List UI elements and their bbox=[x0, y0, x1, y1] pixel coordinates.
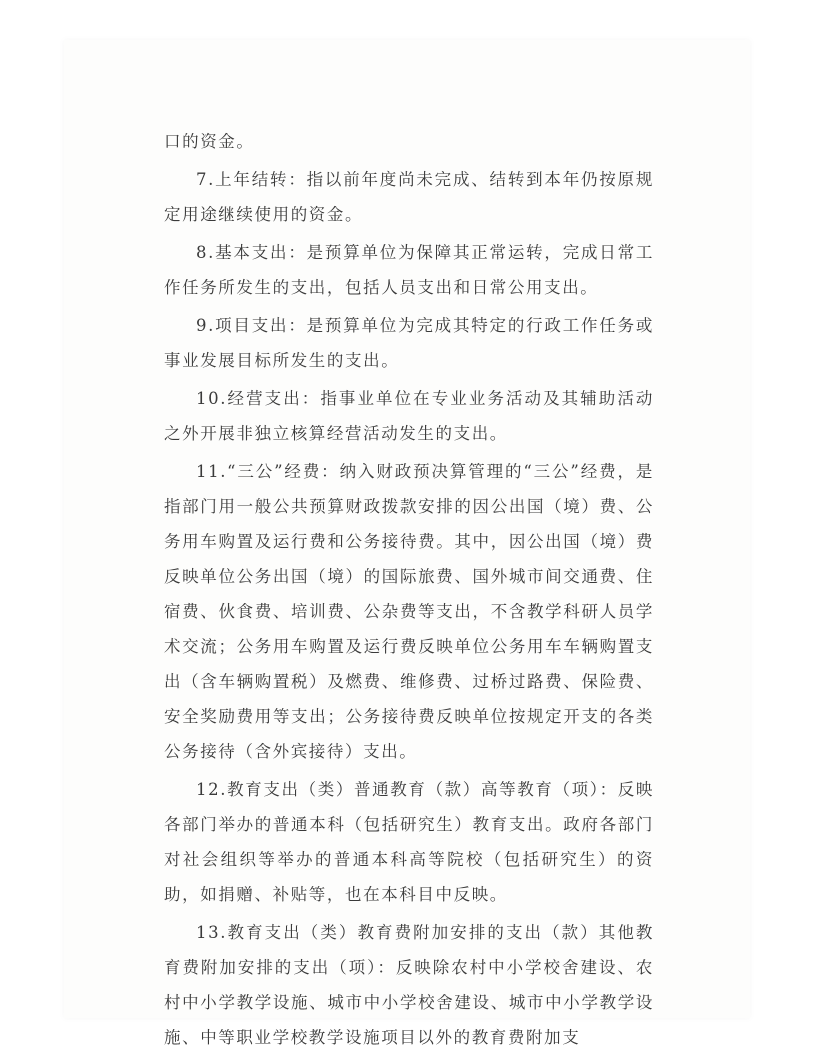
paragraph-continuation: 口的资金。 bbox=[164, 132, 255, 151]
paragraph-item-7: 7.上年结转：指以前年度尚未完成、结转到本年仍按原规定用途继续使用的资金。 bbox=[164, 170, 654, 224]
paragraph-item-10: 10.经营支出：指事业单位在专业业务活动及其辅助活动之外开展非独立核算经营活动发生的支出。 bbox=[164, 389, 654, 443]
document-page bbox=[64, 40, 750, 1047]
paragraph-item-9: 9.项目支出：是预算单位为完成其特定的行政工作任务或事业发展目标所发生的支出。 bbox=[164, 316, 654, 370]
paragraph-item-13: 13.教育支出（类）教育费附加安排的支出（款）其他教育费附加安排的支出（项）：反映除农村中小学校舍建设、农村中小学教学设施、城市中小学校舍建设、城市中小学教学设施、中等职业学校教学设施项目以外的教育费附加支 bbox=[164, 923, 654, 1047]
paragraph-item-8: 8.基本支出：是预算单位为保障其正常运转，完成日常工作任务所发生的支出，包括人员支出和日常公用支出。 bbox=[164, 243, 654, 297]
paragraph-item-11: 11.“三公”经费：纳入财政预决算管理的“三公”经费，是指部门用一般公共预算财政拨款安排的因公出国（境）费、公务用车购置及运行费和公务接待费。其中，因公出国（境）费反映单位公务出国（境）的国际旅费、国外城市间交通费、住宿费、伙食费、培训费、公杂费等支出，不含教学科研人员学术交流；公务用车购置及运行费反映单位公务用车车辆购置支出（含车辆购置税）及燃费、维修费、过桥过路费、保险费、安全奖励费用等支出；公务接待费反映单位按规定开支的各类公务接待（含外宾接待）支出。 bbox=[164, 462, 654, 761]
document-body bbox=[164, 124, 654, 1058]
paragraph-item-12: 12.教育支出（类）普通教育（款）高等教育（项）：反映各部门举办的普通本科（包括研究生）教育支出。政府各部门对社会组织等举办的普通本科高等院校（包括研究生）的资助，如捐赠、补贴等，也在本科目中反映。 bbox=[164, 780, 654, 904]
